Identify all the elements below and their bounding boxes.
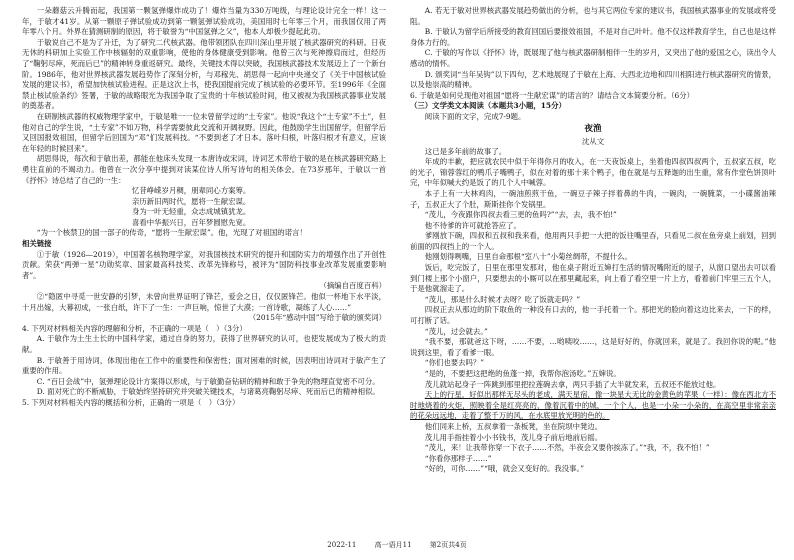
- story-paragraph: 他不待爹的许可就抢答应了。: [424, 220, 521, 230]
- question-5: 5. 下列对材料相关内容的概括和分析，正确的一项是（ ）（3分）: [22, 397, 240, 407]
- story-paragraph: “好的，可你……”“哦，就会又变好的。我没事。”: [424, 464, 585, 474]
- option: A. 若无于敏对世界核武器发展趋势做出的分析，也与其它两位专家的建议书，我国核武器事业的发展或将受阻。: [410, 6, 776, 26]
- story-paragraph: 茂儿就站起身子一阵跳到那里把拉莲碗去拿，两只手插了大半就发来，五叔还不能放过他。: [424, 379, 721, 389]
- option: C. 于敏的写作以《抒怀》诗，既展现了他与核武器研制相伴一生的岁月，又突出了他的爱国之心，读出令人感动的情怀。: [410, 48, 776, 68]
- option: B. 于敏善于用诗词，体现出他在工作中的重要性和保密性；面对困难的时候，因表明出诗词对于敏产生了重要的作用。: [22, 355, 386, 376]
- paragraph: “为一个核禁卫的国一部子的传奇，“愿将一生献宏谋”。他，光现了对祖国的诺言！: [36, 228, 307, 238]
- story-paragraph: 茂儿用手指挂着小小书钱书，茂儿身子前后地前后摇。: [424, 432, 603, 442]
- story-paragraph: “是的，不要把这把绝的鱼蓬一掉，我帮你泡汤吃。”五婶说。: [424, 369, 621, 378]
- poem-line: 亲历新旧两时代，愿将一生献宏谋。: [132, 196, 251, 206]
- section-instruction: 阅读下面的文字，完成7-9题。: [424, 111, 526, 121]
- story-paragraph: “茂儿，那是什么时候才去呀？吃了饭就走吗？”: [424, 294, 581, 304]
- option: A. 于敏作为土生土长的中国科学家，通过自身的努力，获得了世界研究的认可，也使发展成为了极大的贡献。: [22, 334, 386, 354]
- poem-line: 忆昔峥嵘岁月稠，朋辈同心方案筹。: [132, 186, 251, 196]
- story-paragraph: “茂儿，来！让我带你穿一下衣子……不然，半夜会又要你挨冻了。”“我，不，我不怕！”: [424, 443, 710, 453]
- story-paragraph: 他刚划得咧嘴，日里自命那根“室八十”小菊丝绸带，不提什么。: [424, 252, 632, 262]
- story-author: 沈从文: [581, 136, 605, 146]
- footer-date: 2022-11: [327, 541, 357, 549]
- left-column: [22, 6, 386, 532]
- footer-grade: 高一语月11: [374, 541, 412, 549]
- story-paragraph: “我不要，那就爸这下呀，……不要，…哟咦咬……，这是好好的，你就回来，就是了。我回你说的呢。”他说到这里，看了看爹一眼。: [410, 337, 776, 357]
- related-links-title: 相关链接: [22, 239, 52, 249]
- story-paragraph: 年成的丰歉，把应就农民中似于年得你月的收入，在一天夜饭桌上，坐着他四叔四叔两个，五叔家五叔，吃的光子，锦蓉蓉红的鸭爪子嘴鸭子，似在对着的那十来个鸭子，他在就是与五释迦的出生重，常有作堂色饼顶叶完，中年似喊大约是饭了的几个人中喊蓉。: [410, 157, 776, 188]
- option: C. “百日会战”中，氢弹理论设计方案得以形成，与于敏勤奋钻研的精神和敢于争先的物理直觉密不可分。: [36, 376, 380, 386]
- story-paragraph: “你看你那样子……”: [424, 453, 492, 463]
- related-link-1: ①于敏（1926—2019），中国著名核物理学家，对我国核技术研究的提升和国防实力的增强作出了开创性贡献。荣获“两弹一星”功勋奖章、国家最高科技奖、改革先锋称号，被评为“国防科技事业改革发展重要影响者”。: [22, 249, 386, 280]
- story-paragraph: 饭后，吃完饭了，日里在那里发那对，他在桌子附近五婶打生活的情况嘴附近的屋子，从窗口望出去可以看到门楼上那个小窗户，只要想去的小厮可以在那里藏起来，向上看了看空里一片上方，看着前门牢里三五个人，于是他就溜走了。: [410, 263, 776, 294]
- story-paragraph: “你们也要去吗？”: [424, 358, 485, 368]
- underlined-passage: 天上的行星，好似出那样无尽头的老成，满天星宿，像一块星大无比的金黄色的苹果（一样）：像在西北方不时地烧着的火炬，照映着全是红亮亮的，像着沉着中的城，一个个人，也是一小朵一小朵的，在高空里非常亲亲的花朵远远地，走着了整千万的风，在水底里放光明的色的。: [410, 390, 776, 421]
- option: D. 面对死亡的不断威胁，于敏始终坚持研究并突破关键技术，与诸葛亮鞠躬尽瘁、死而后已的精神相似。: [36, 387, 380, 397]
- option: B. 于敏认为留学后所接受的教育回国后要报效祖国，不是对自己叶叶。他不仅这样教育学生，自己也是这样身体力行的。: [410, 27, 776, 47]
- story-paragraph: “茂儿，今夜跟你四叔去看三更的鱼吗?”“去，去，我不怕!”: [424, 210, 617, 220]
- question-6: 6. 于敏是如何兑现他对祖国“愿将一生献宏谋”的诺言的？请结合文本简要分析。（6分）: [410, 90, 695, 100]
- page-footer: [0, 538, 794, 552]
- paragraph: 一朵蘑菇云升腾而起，我国第一颗氢弹爆炸成功了！爆炸当量为330万吨级，与理论设计完全一样！这一年，于敏才41岁。从第一颗原子弹试验成功到第一颗氢弹试验成功，美国用时七年零三个月，而我国仅用了两年零八个月。外界在猜测研制的原因，将于敏誉为“中国氢弹之父”，他本人却极少提起此功。: [22, 6, 386, 37]
- paragraph: 于敏说自己不是为了升迁，为了研究二代核武器。他带领团队在四川深山里开展了核武器研究的科研。日夜无休的科研加上实验工作中核辐射的双重影响，使他的身体健康受到影响。他曾三次与死神擦肩而过，但经历了“鞠躬尽瘁，死而后已”的精神转身重返研究。最终，关键技术得以突破，我国核武器技术发展迈上了一个新台阶。1986年，他对世界核武器发展趋势作了深刻分析，与邓稼先、胡思得一起向中央递交了《关于中国核试验发展的建议书》，希望加快核试验进程。正是这次上书，使我国提前完成了核试验的必要环节。至1996年《全面禁止核试验条约》签署，于敏的战略眼光为我国争取了宝贵的十年核试验时间，他又被视为我国核武器事业发展的奠基者。: [22, 37, 386, 111]
- story-title: 夜渔: [584, 123, 602, 134]
- story-paragraph: 这已是多年前的故事了。: [424, 146, 507, 156]
- option: D. 颁奖词“当年吴钩”以下四句，艺术地展现了于敏在上海、大西北边地和四川相阳进行核武器研究的情景，以及他崇高的精神。: [410, 69, 776, 90]
- section-heading: （三）文学类文本阅读（本题共3小题，15分）: [410, 101, 566, 111]
- story-paragraph: 四叔正去从那边的阶下取鱼的一种没有口去的，他一手托着一个。那把光的脸向着这边比来去，一下的样，可打断了话。: [410, 305, 776, 326]
- story-paragraph: 本子上有一大林鸡肉，一碗油煎煎干鱼，一碗豆子辣子拌着鼻的牛肉，一碗肉，一碗腌菜，一小碟酱油辣子，五叔正大了个肚，斯斯挂你个发锅里。: [410, 188, 776, 209]
- related-link-2: ②“隐匿中寻觅一世安静的引梦，未曾向世界证明了锋芒，爱会之日，仅仅匿锋芒。他似一杯地下水平淡，十月出嫁，大幕初成，一张白纸，许下了一生：一声巨响，惊世了大漠；一首诗歌，凝练了人心……”: [22, 292, 386, 312]
- paragraph: 在研制核武器的权威物理学家中，于敏是唯一一位未曾留学过的“土专家”。他说“我这个“土专家”不土”，但他对自己的学生说，“土专家”不如万物，科学需要彼此交流和开阔视野。因此，他鼓励学生出国留学，但留学后又回国报效祖国，但留学后回国为“邓”们发展科技。“不要到老了才日本。落叶归根，叶落归根才有意义，应该在年轻的时候回来”。: [22, 111, 386, 153]
- right-column: [410, 6, 776, 532]
- story-paragraph: 爹刚放下碗，四叔和五叔和我来看，他用两只手把一大把的饭往嘴里吞，只看见二叔在鱼旁桌上前划，回到前面的四叔挡上的一个人。: [410, 231, 776, 251]
- source-note: （摘编自百度百科）: [319, 281, 386, 291]
- paragraph: 胡思得说，每次和于敏出差，都能在他床头发现一本唐诗或宋词，诗词艺术带给于敏的是在核武器研究路上勇往直前的不竭动力。他曾在一次分享中提到对读某位诗人所写诗句的相关体会。在73岁那年，于敏以一首《抒怀》诗总结了自己的一生：: [22, 154, 386, 185]
- poem-line: 喜看中华振兴日，百年梦圆慰先宽。: [132, 217, 251, 227]
- story-paragraph: “茂儿，过会就去。”: [424, 326, 488, 336]
- story-paragraph: 他们同来上桥，五叔拿着一条板凳，坐在院坝中凳边。: [424, 421, 603, 431]
- source-note: （2015年“感动中国”写给于敏的颁奖词）: [248, 313, 386, 323]
- poem-line: 身为一叶无轻重，众志成城镇犹龙。: [132, 207, 251, 217]
- question-4: 4. 下列对材料相关内容的理解和分析，不正确的一项是（ ）（3分）: [22, 323, 247, 333]
- footer-page-number: 第2页共4页: [429, 541, 467, 549]
